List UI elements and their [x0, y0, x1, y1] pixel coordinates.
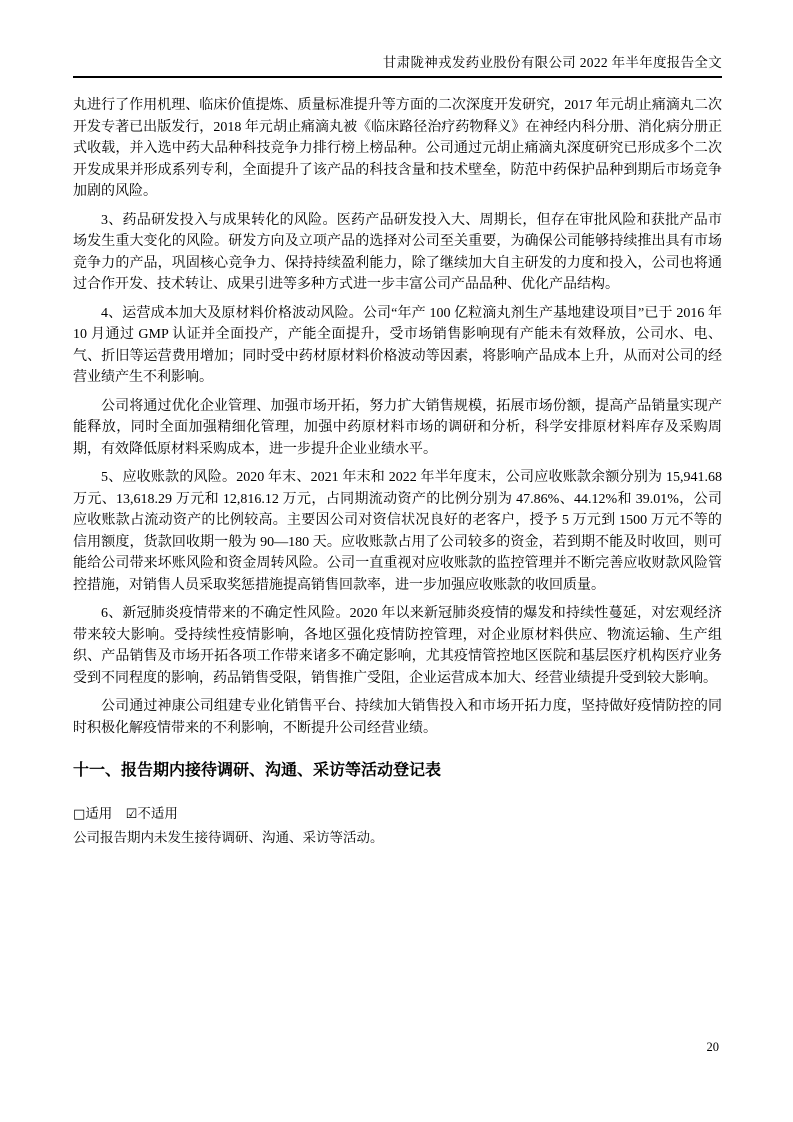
checkbox-checked-icon: ☑: [125, 807, 138, 822]
applicable-option: [73, 806, 112, 821]
body-paragraph: 3、药品研发投入与成果转化的风险。医药产品研发投入大、周期长，但存在审批风险和获批产品市场发生重大变化的风险。研发方向及立项产品的选择对公司至关重要，为确保公司能够持续推出具有市场竞争力的产品，巩固核心竞争力、保持持续盈利能力，除了继续加大自主研发的力度和投入，公司也将通过合作开发、技术转让、成果引进等多种方式进一步丰富公司产品品种、优化产品结构。: [73, 212, 722, 292]
page-number: 20: [706, 1040, 719, 1054]
page-header: [73, 54, 722, 78]
report-body: [73, 95, 722, 848]
applicable-label: 适用: [85, 806, 113, 821]
body-paragraph: 5、应收账款的风险。2020 年末、2021 年末和 2022 年半年度末，公司应收账款余额分别为 15,941.68 万元、13,618.29 万元和 12,816.12 万元，占同期流动资产的比例分别为 47.86%、44.12%和 39.01%，公司应收账款占流动资产的比例较高。主要因公司对资信状况良好的老客户，授予 5 万元到 1500 万元不等的信用额度，货款回收期一般为 90—180 天。应收账款占用了公司较多的资金，若到期不能及时收回，则可能给公司带来坏账风险和资金周转风险。公司一直重视对应收账款的监控管理并不断完善应收财款风险管控措施，对销售人员采取奖惩措施提高销售回款率，进一步加强应收账款的收回质量。: [73, 470, 722, 593]
not-applicable-label: 不适用: [137, 806, 178, 821]
body-paragraph: 4、运营成本加大及原材料价格波动风险。公司“年产 100 亿粒滴丸剂生产基地建设项目”已于 2016 年 10 月通过 GMP 认证并全面投产，产能全面提升，受市场销售影响现有产能未有效释放，公司水、电、气、折旧等运营费用增加；同时受中药材原材料价格波动等因素，将影响产品成本上升，从而对公司的经营业绩产生不利影响。: [73, 305, 722, 385]
checkbox-unchecked-icon: □: [73, 807, 86, 822]
body-paragraph: 公司将通过优化企业管理、加强市场开拓，努力扩大销售规模，拓展市场份额，提高产品销量实现产能释放，同时全面加强精细化管理，加强中药原材料市场的调研和分析，科学安排原材料库存及采购周期，有效降低原材料采购成本，进一步提升企业业绩水平。: [73, 398, 722, 457]
body-paragraph: 丸进行了作用机理、临床价值提炼、质量标准提升等方面的二次深度开发研究，2017 年元胡止痛滴丸二次开发专著已出版发行，2018 年元胡止痛滴丸被《临床路径治疗药物释义》在神经内科分册、消化病分册正式收载，并入选中药大品种科技竞争力排行榜上榜品种。公司通过元胡止痛滴丸深度研究已形成多个二次开发成果并形成系列专利，全面提升了该产品的科技含量和技术壁垒，防范中药保护品种到期后市场竞争加剧的风险。: [73, 98, 722, 199]
body-paragraph: 公司通过神康公司组建专业化销售平台、持续加大销售投入和市场开拓力度，坚持做好疫情防控的同时积极化解疫情带来的不利影响，不断提升公司经营业绩。: [73, 699, 722, 736]
body-paragraph: 6、新冠肺炎疫情带来的不确定性风险。2020 年以来新冠肺炎疫情的爆发和持续性蔓延，对宏观经济带来较大影响。受持续性疫情影响，各地区强化疫情防控管理，对企业原材料供应、物流运输、生产组织、产品销售及市场开拓各项工作带来诸多不确定影响，尤其疫情管控地区医院和基层医疗机构医疗业务受到不同程度的影响，药品销售受限，销售推广受阻，企业运营成本加大、经营业绩提升受到较大影响。: [73, 606, 722, 686]
report-header-title: 甘肃陇神戎发药业股份有限公司 2022 年半年度报告全文: [382, 55, 722, 70]
applicability-row: [73, 804, 722, 825]
section-heading: 十一、报告期内接待调研、沟通、采访等活动登记表: [73, 762, 442, 779]
page-footer: [707, 1040, 720, 1055]
not-applicable-option: [126, 806, 178, 821]
header-divider: [73, 76, 722, 78]
section-note: 公司报告期内未发生接待调研、沟通、采访等活动。: [73, 830, 384, 845]
